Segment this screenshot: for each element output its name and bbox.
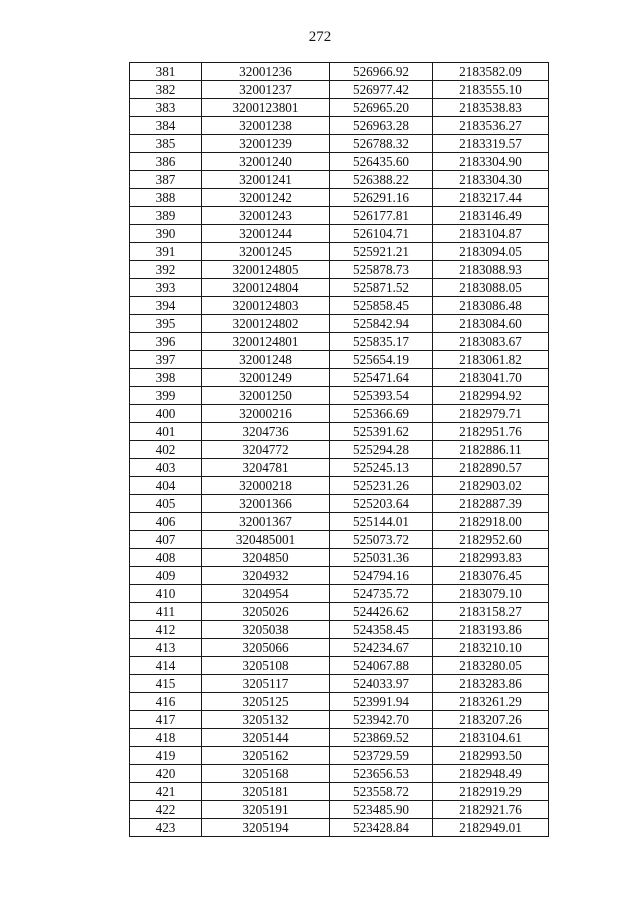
- table-row: [130, 711, 549, 729]
- row-number-cell: 386: [130, 153, 202, 171]
- table-row: [130, 153, 549, 171]
- point-id-cell: 3200124802: [202, 315, 330, 333]
- row-number-cell: 392: [130, 261, 202, 279]
- row-number-cell: 396: [130, 333, 202, 351]
- row-number-cell: 384: [130, 117, 202, 135]
- row-number-cell: 407: [130, 531, 202, 549]
- x-coordinate-cell: 525842.94: [330, 315, 433, 333]
- point-id-cell: 3200124804: [202, 279, 330, 297]
- y-coordinate-cell: 2183538.83: [433, 99, 549, 117]
- y-coordinate-cell: 2182979.71: [433, 405, 549, 423]
- x-coordinate-cell: 523942.70: [330, 711, 433, 729]
- x-coordinate-cell: 525294.28: [330, 441, 433, 459]
- row-number-cell: 394: [130, 297, 202, 315]
- y-coordinate-cell: 2183086.48: [433, 297, 549, 315]
- x-coordinate-cell: 524794.16: [330, 567, 433, 585]
- table-row: [130, 297, 549, 315]
- point-id-cell: 3205132: [202, 711, 330, 729]
- table-row: [130, 747, 549, 765]
- table-row: [130, 261, 549, 279]
- y-coordinate-cell: 2183076.45: [433, 567, 549, 585]
- row-number-cell: 388: [130, 189, 202, 207]
- table-row: [130, 117, 549, 135]
- y-coordinate-cell: 2183261.29: [433, 693, 549, 711]
- row-number-cell: 387: [130, 171, 202, 189]
- row-number-cell: 412: [130, 621, 202, 639]
- point-id-cell: 3205038: [202, 621, 330, 639]
- point-id-cell: 3204954: [202, 585, 330, 603]
- row-number-cell: 413: [130, 639, 202, 657]
- x-coordinate-cell: 525871.52: [330, 279, 433, 297]
- coordinates-table: [129, 62, 549, 837]
- point-id-cell: 3205125: [202, 693, 330, 711]
- y-coordinate-cell: 2182993.50: [433, 747, 549, 765]
- row-number-cell: 409: [130, 567, 202, 585]
- x-coordinate-cell: 524033.97: [330, 675, 433, 693]
- y-coordinate-cell: 2183193.86: [433, 621, 549, 639]
- table-row: [130, 351, 549, 369]
- row-number-cell: 401: [130, 423, 202, 441]
- y-coordinate-cell: 2183084.60: [433, 315, 549, 333]
- x-coordinate-cell: 526104.71: [330, 225, 433, 243]
- row-number-cell: 414: [130, 657, 202, 675]
- x-coordinate-cell: 526977.42: [330, 81, 433, 99]
- point-id-cell: 3204781: [202, 459, 330, 477]
- x-coordinate-cell: 525366.69: [330, 405, 433, 423]
- x-coordinate-cell: 526963.28: [330, 117, 433, 135]
- y-coordinate-cell: 2182994.92: [433, 387, 549, 405]
- y-coordinate-cell: 2183304.30: [433, 171, 549, 189]
- table-row: [130, 333, 549, 351]
- row-number-cell: 404: [130, 477, 202, 495]
- y-coordinate-cell: 2183319.57: [433, 135, 549, 153]
- y-coordinate-cell: 2183061.82: [433, 351, 549, 369]
- coordinates-table-body: [130, 63, 549, 837]
- table-row: [130, 135, 549, 153]
- point-id-cell: 3205194: [202, 819, 330, 837]
- y-coordinate-cell: 2182948.49: [433, 765, 549, 783]
- table-row: [130, 81, 549, 99]
- point-id-cell: 32001244: [202, 225, 330, 243]
- y-coordinate-cell: 2183104.87: [433, 225, 549, 243]
- point-id-cell: 32001239: [202, 135, 330, 153]
- table-row: [130, 693, 549, 711]
- y-coordinate-cell: 2183146.49: [433, 207, 549, 225]
- table-row: [130, 639, 549, 657]
- y-coordinate-cell: 2183158.27: [433, 603, 549, 621]
- x-coordinate-cell: 525471.64: [330, 369, 433, 387]
- table-row: [130, 405, 549, 423]
- x-coordinate-cell: 526388.22: [330, 171, 433, 189]
- table-row: [130, 657, 549, 675]
- point-id-cell: 32001249: [202, 369, 330, 387]
- y-coordinate-cell: 2183217.44: [433, 189, 549, 207]
- row-number-cell: 416: [130, 693, 202, 711]
- table-row: [130, 243, 549, 261]
- x-coordinate-cell: 526177.81: [330, 207, 433, 225]
- row-number-cell: 390: [130, 225, 202, 243]
- point-id-cell: 3204850: [202, 549, 330, 567]
- point-id-cell: 3205066: [202, 639, 330, 657]
- table-row: [130, 171, 549, 189]
- x-coordinate-cell: 523869.52: [330, 729, 433, 747]
- x-coordinate-cell: 526966.92: [330, 63, 433, 81]
- y-coordinate-cell: 2182921.76: [433, 801, 549, 819]
- y-coordinate-cell: 2182949.01: [433, 819, 549, 837]
- row-number-cell: 405: [130, 495, 202, 513]
- row-number-cell: 415: [130, 675, 202, 693]
- x-coordinate-cell: 524735.72: [330, 585, 433, 603]
- point-id-cell: 32001245: [202, 243, 330, 261]
- x-coordinate-cell: 523656.53: [330, 765, 433, 783]
- x-coordinate-cell: 524426.62: [330, 603, 433, 621]
- y-coordinate-cell: 2182887.39: [433, 495, 549, 513]
- y-coordinate-cell: 2183283.86: [433, 675, 549, 693]
- point-id-cell: 32001238: [202, 117, 330, 135]
- row-number-cell: 420: [130, 765, 202, 783]
- y-coordinate-cell: 2182919.29: [433, 783, 549, 801]
- point-id-cell: 3205117: [202, 675, 330, 693]
- row-number-cell: 410: [130, 585, 202, 603]
- x-coordinate-cell: 523558.72: [330, 783, 433, 801]
- row-number-cell: 418: [130, 729, 202, 747]
- y-coordinate-cell: 2182886.11: [433, 441, 549, 459]
- table-row: [130, 531, 549, 549]
- y-coordinate-cell: 2183079.10: [433, 585, 549, 603]
- row-number-cell: 417: [130, 711, 202, 729]
- y-coordinate-cell: 2183083.67: [433, 333, 549, 351]
- row-number-cell: 423: [130, 819, 202, 837]
- point-id-cell: 32001250: [202, 387, 330, 405]
- x-coordinate-cell: 525073.72: [330, 531, 433, 549]
- y-coordinate-cell: 2183094.05: [433, 243, 549, 261]
- point-id-cell: 32001242: [202, 189, 330, 207]
- table-row: [130, 477, 549, 495]
- table-row: [130, 207, 549, 225]
- table-row: [130, 819, 549, 837]
- y-coordinate-cell: 2183280.05: [433, 657, 549, 675]
- x-coordinate-cell: 525393.54: [330, 387, 433, 405]
- point-id-cell: 32001367: [202, 513, 330, 531]
- point-id-cell: 32001248: [202, 351, 330, 369]
- x-coordinate-cell: 525245.13: [330, 459, 433, 477]
- row-number-cell: 399: [130, 387, 202, 405]
- point-id-cell: 32001236: [202, 63, 330, 81]
- x-coordinate-cell: 525878.73: [330, 261, 433, 279]
- table-row: [130, 783, 549, 801]
- x-coordinate-cell: 525031.36: [330, 549, 433, 567]
- y-coordinate-cell: 2183210.10: [433, 639, 549, 657]
- table-row: [130, 513, 549, 531]
- x-coordinate-cell: 523729.59: [330, 747, 433, 765]
- y-coordinate-cell: 2182890.57: [433, 459, 549, 477]
- row-number-cell: 406: [130, 513, 202, 531]
- table-row: [130, 603, 549, 621]
- y-coordinate-cell: 2182952.60: [433, 531, 549, 549]
- y-coordinate-cell: 2183207.26: [433, 711, 549, 729]
- table-row: [130, 585, 549, 603]
- point-id-cell: 32001366: [202, 495, 330, 513]
- row-number-cell: 383: [130, 99, 202, 117]
- y-coordinate-cell: 2182918.00: [433, 513, 549, 531]
- row-number-cell: 408: [130, 549, 202, 567]
- page-number: 272: [308, 29, 332, 45]
- table-row: [130, 315, 549, 333]
- y-coordinate-cell: 2183536.27: [433, 117, 549, 135]
- y-coordinate-cell: 2183304.90: [433, 153, 549, 171]
- table-row: [130, 459, 549, 477]
- y-coordinate-cell: 2183555.10: [433, 81, 549, 99]
- x-coordinate-cell: 525858.45: [330, 297, 433, 315]
- x-coordinate-cell: 525144.01: [330, 513, 433, 531]
- point-id-cell: 3204736: [202, 423, 330, 441]
- x-coordinate-cell: 524358.45: [330, 621, 433, 639]
- x-coordinate-cell: 526788.32: [330, 135, 433, 153]
- table-row: [130, 801, 549, 819]
- row-number-cell: 395: [130, 315, 202, 333]
- row-number-cell: 381: [130, 63, 202, 81]
- x-coordinate-cell: 523485.90: [330, 801, 433, 819]
- row-number-cell: 411: [130, 603, 202, 621]
- x-coordinate-cell: 525835.17: [330, 333, 433, 351]
- x-coordinate-cell: 524234.67: [330, 639, 433, 657]
- table-row: [130, 621, 549, 639]
- table-row: [130, 369, 549, 387]
- x-coordinate-cell: 525203.64: [330, 495, 433, 513]
- row-number-cell: 389: [130, 207, 202, 225]
- x-coordinate-cell: 526435.60: [330, 153, 433, 171]
- y-coordinate-cell: 2182993.83: [433, 549, 549, 567]
- table-row: [130, 225, 549, 243]
- row-number-cell: 402: [130, 441, 202, 459]
- x-coordinate-cell: 525391.62: [330, 423, 433, 441]
- row-number-cell: 398: [130, 369, 202, 387]
- point-id-cell: 3205181: [202, 783, 330, 801]
- point-id-cell: 320485001: [202, 531, 330, 549]
- x-coordinate-cell: 526291.16: [330, 189, 433, 207]
- x-coordinate-cell: 526965.20: [330, 99, 433, 117]
- table-row: [130, 279, 549, 297]
- table-row: [130, 549, 549, 567]
- point-id-cell: 3200124805: [202, 261, 330, 279]
- row-number-cell: 421: [130, 783, 202, 801]
- y-coordinate-cell: 2182951.76: [433, 423, 549, 441]
- point-id-cell: 3200123801: [202, 99, 330, 117]
- point-id-cell: 32001241: [202, 171, 330, 189]
- x-coordinate-cell: 525654.19: [330, 351, 433, 369]
- table-row: [130, 189, 549, 207]
- row-number-cell: 397: [130, 351, 202, 369]
- row-number-cell: 403: [130, 459, 202, 477]
- point-id-cell: 32000218: [202, 477, 330, 495]
- point-id-cell: 3204772: [202, 441, 330, 459]
- table-row: [130, 63, 549, 81]
- row-number-cell: 419: [130, 747, 202, 765]
- point-id-cell: 3200124803: [202, 297, 330, 315]
- point-id-cell: 32001240: [202, 153, 330, 171]
- x-coordinate-cell: 523991.94: [330, 693, 433, 711]
- point-id-cell: 3205168: [202, 765, 330, 783]
- table-row: [130, 675, 549, 693]
- point-id-cell: 3205191: [202, 801, 330, 819]
- point-id-cell: 3205026: [202, 603, 330, 621]
- y-coordinate-cell: 2183088.93: [433, 261, 549, 279]
- y-coordinate-cell: 2182903.02: [433, 477, 549, 495]
- table-row: [130, 387, 549, 405]
- point-id-cell: 32001243: [202, 207, 330, 225]
- x-coordinate-cell: 524067.88: [330, 657, 433, 675]
- point-id-cell: 32000216: [202, 405, 330, 423]
- point-id-cell: 3204932: [202, 567, 330, 585]
- point-id-cell: 32001237: [202, 81, 330, 99]
- row-number-cell: 400: [130, 405, 202, 423]
- row-number-cell: 393: [130, 279, 202, 297]
- x-coordinate-cell: 525921.21: [330, 243, 433, 261]
- y-coordinate-cell: 2183582.09: [433, 63, 549, 81]
- row-number-cell: 422: [130, 801, 202, 819]
- table-row: [130, 441, 549, 459]
- table-row: [130, 99, 549, 117]
- table-row: [130, 495, 549, 513]
- row-number-cell: 385: [130, 135, 202, 153]
- point-id-cell: 3205108: [202, 657, 330, 675]
- table-row: [130, 567, 549, 585]
- table-row: [130, 765, 549, 783]
- y-coordinate-cell: 2183088.05: [433, 279, 549, 297]
- x-coordinate-cell: 523428.84: [330, 819, 433, 837]
- point-id-cell: 3205162: [202, 747, 330, 765]
- row-number-cell: 382: [130, 81, 202, 99]
- table-row: [130, 423, 549, 441]
- y-coordinate-cell: 2183104.61: [433, 729, 549, 747]
- table-row: [130, 729, 549, 747]
- y-coordinate-cell: 2183041.70: [433, 369, 549, 387]
- row-number-cell: 391: [130, 243, 202, 261]
- point-id-cell: 3200124801: [202, 333, 330, 351]
- x-coordinate-cell: 525231.26: [330, 477, 433, 495]
- point-id-cell: 3205144: [202, 729, 330, 747]
